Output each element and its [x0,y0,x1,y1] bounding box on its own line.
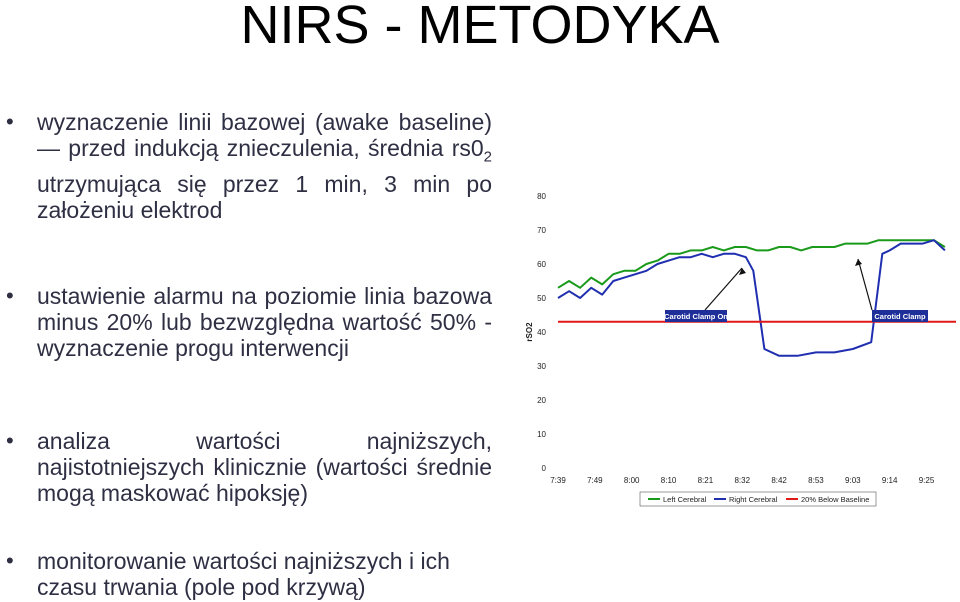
x-tick-label: 9:14 [881,476,898,485]
x-tick-label: 8:53 [808,476,824,485]
annotation-arrow [858,259,872,310]
bullet-dot: • [6,109,14,134]
chart-lines [558,240,956,356]
x-tick-label: 8:32 [734,476,751,485]
bullet-dot: • [6,428,14,453]
x-tick-label: 8:21 [697,476,714,485]
nirs-chart [520,186,960,516]
legend-label: Right Cerebral [729,495,778,504]
x-tick-label: 8:42 [771,476,787,485]
y-tick-label: 30 [537,362,546,371]
chart-legend [640,492,876,506]
annotation-arrowhead [855,259,862,266]
x-tick-label: 9:03 [845,476,861,485]
x-tick-label: 7:39 [550,476,566,485]
annotation-arrowhead [739,268,746,275]
x-tick-label: 9:25 [918,476,935,485]
y-axis [525,192,547,473]
x-tick-label: 8:10 [660,476,677,485]
y-axis-label: rSO2 [525,322,534,342]
x-axis [550,476,935,485]
bullet-text: ustawienie alarmu na poziomie linia bazowa minus 20% lub bezwzględna wartość 50% - wyznaczenie progu interwencji [37,283,492,361]
bullet-dot: • [6,283,14,308]
y-tick-label: 50 [537,294,546,303]
annotation-arrow [705,268,742,310]
legend-label: 20% Below Baseline [801,495,870,504]
annotation-label: Carotid Clamp On [664,312,728,321]
bullet-dot: • [6,548,14,573]
chart-annotations [664,259,928,322]
slide-title: NIRS - METODYKA [240,0,720,55]
y-tick-label: 80 [537,192,546,201]
bullet-text: wyznaczenie linii bazowej (awake baseline) — przed indukcją znieczulenia, średnia $rs0_2$ utrzymująca się przez 1 min, 3 min po założeniu elektrod [37,109,492,223]
y-tick-label: 60 [537,260,546,269]
bullet-text: monitorowanie wartości najniższych i ich czasu trwania (pole pod krzywą) [37,548,450,600]
annotation-label: Carotid Clamp [874,312,926,321]
series-line-2 [558,240,945,356]
nirs-chart-svg [520,186,960,516]
x-tick-label: 8:00 [623,476,640,485]
y-tick-label: 20 [537,396,546,405]
legend-label: Left Cerebral [663,495,707,504]
y-tick-label: 10 [537,430,546,439]
bullet-text: analiza wartości najniższych, najistotniejszych klinicznie (wartości średnie mogą maskować hipoksję) [37,428,492,506]
y-tick-label: 70 [537,226,546,235]
y-tick-label: 40 [537,328,546,337]
x-tick-label: 7:49 [587,476,603,485]
y-tick-label: 0 [541,464,546,473]
